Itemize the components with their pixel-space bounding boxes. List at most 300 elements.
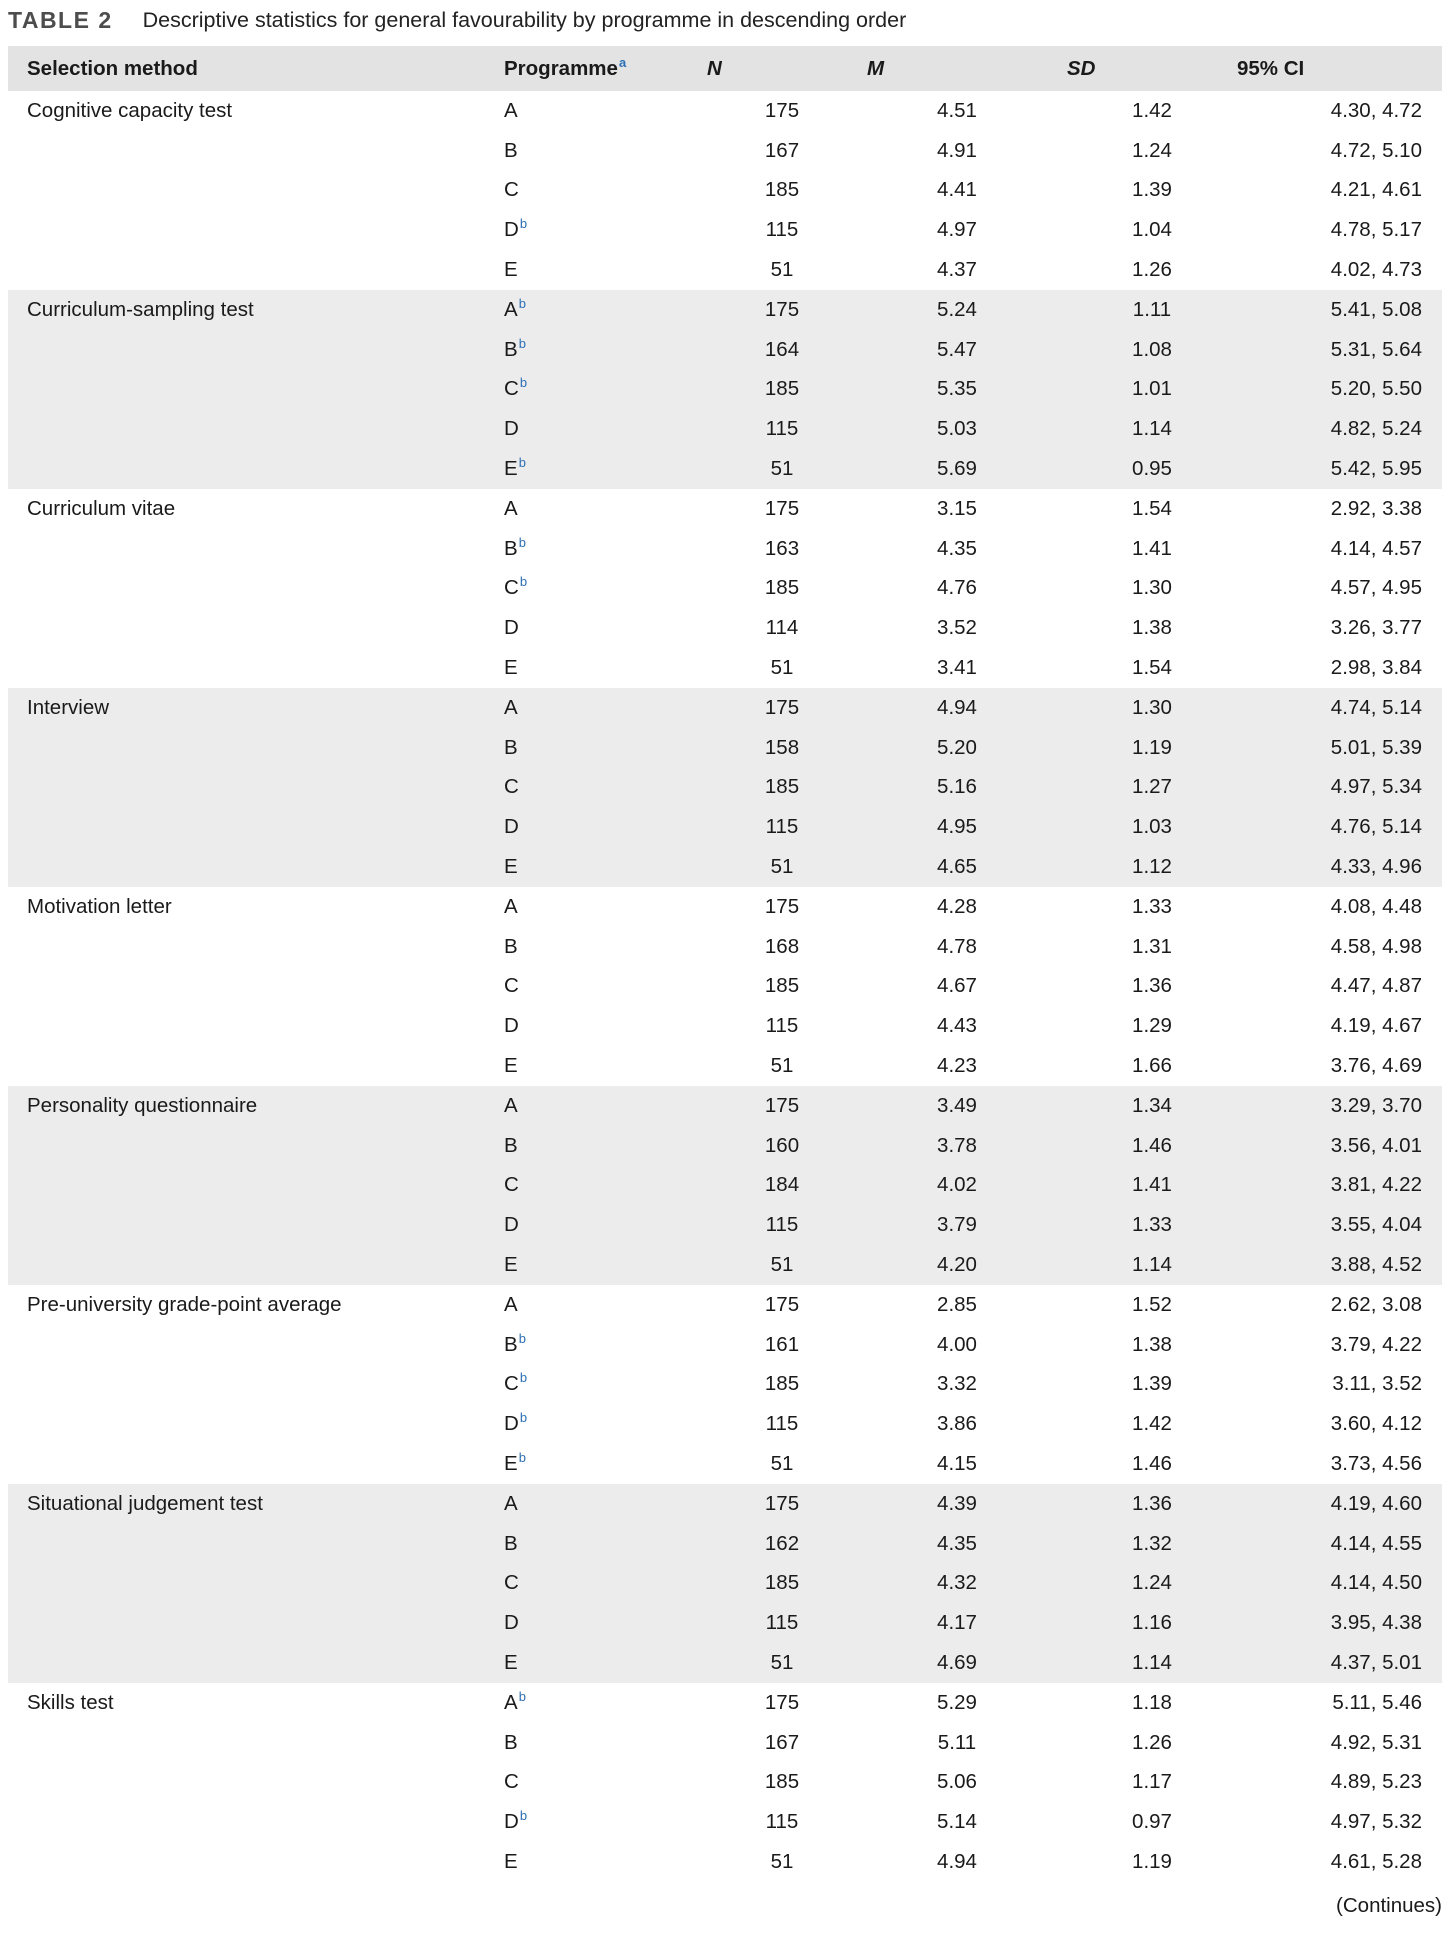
cell-m: 4.95	[857, 807, 1047, 847]
cell-ci: 3.88, 4.52	[1237, 1245, 1442, 1285]
cell-selection-method	[8, 728, 477, 768]
cell-sd: 1.41	[1047, 1166, 1237, 1206]
cell-selection-method	[8, 1524, 477, 1564]
cell-programme	[477, 887, 677, 927]
cell-selection-method: Curriculum-sampling test	[8, 290, 477, 330]
table-row	[8, 1205, 1442, 1245]
method-group	[8, 1086, 1442, 1285]
footnote-marker: b	[518, 335, 526, 351]
cell-sd: 1.54	[1132, 656, 1172, 680]
cell-n: 115	[677, 1603, 857, 1643]
programme-label: C	[504, 1372, 519, 1396]
cell-n: 167	[764, 138, 800, 162]
cell-sd: 1.38	[1132, 1332, 1172, 1356]
footnote-marker: b	[519, 1808, 528, 1824]
cell-sd: 1.38	[1132, 616, 1172, 640]
cell-selection-method	[8, 171, 477, 211]
cell-selection-method	[8, 1444, 477, 1484]
programme-label: B	[504, 536, 518, 560]
cell-n: 161	[764, 1332, 800, 1356]
cell-sd: 1.17	[1132, 1770, 1172, 1794]
cell-m: 5.06	[937, 1770, 977, 1794]
cell-sd: 1.34	[1047, 1086, 1237, 1126]
cell-m: 3.49	[857, 1086, 1047, 1126]
cell-m: 4.65	[857, 847, 1047, 887]
programme-label: D	[504, 1014, 519, 1038]
cell-programme	[477, 967, 677, 1007]
cell-selection-method	[8, 1802, 477, 1842]
footnote-marker: b	[519, 375, 528, 391]
cell-ci: 4.74, 5.14	[1237, 688, 1442, 728]
method-group	[8, 91, 1442, 290]
cell-m: 5.69	[857, 449, 1047, 489]
table-row	[8, 131, 1442, 171]
table-row	[8, 171, 1442, 211]
cell-sd: 1.27	[1047, 768, 1237, 808]
cell-sd: 1.46	[1047, 1126, 1237, 1166]
cell-programme	[477, 250, 677, 290]
cell-ci: 3.29, 3.70	[1237, 1086, 1442, 1126]
cell-m: 5.03	[857, 409, 1047, 449]
programme-label: D	[504, 218, 519, 242]
method-group	[8, 1285, 1442, 1484]
cell-n: 185	[764, 576, 800, 600]
cell-selection-method	[8, 529, 477, 569]
programme-label: A	[504, 1491, 518, 1515]
table-row	[8, 1285, 1442, 1325]
programme-label: E	[504, 855, 518, 879]
method-group	[8, 887, 1442, 1086]
cell-n: 185	[677, 370, 857, 410]
cell-ci: 4.08, 4.48	[1330, 894, 1422, 918]
cell-programme	[477, 1723, 677, 1763]
cell-ci: 4.33, 4.96	[1237, 847, 1442, 887]
cell-ci: 4.61, 5.28	[1330, 1849, 1422, 1873]
cell-programme	[477, 1245, 677, 1285]
cell-n: 175	[764, 1690, 800, 1714]
cell-ci: 3.55, 4.04	[1237, 1205, 1442, 1245]
cell-sd: 1.14	[1047, 1643, 1237, 1683]
cell-selection-method	[8, 1245, 477, 1285]
cell-sd: 1.12	[1047, 847, 1237, 887]
cell-selection-method	[8, 1643, 477, 1683]
cell-programme	[477, 1524, 677, 1564]
cell-m: 4.23	[937, 1054, 977, 1078]
cell-programme	[477, 1444, 677, 1484]
cell-n: 175	[764, 98, 800, 122]
cell-selection-method	[8, 967, 477, 1007]
header-m: M	[857, 46, 1047, 91]
cell-sd: 1.19	[1047, 728, 1237, 768]
cell-selection-method	[8, 449, 477, 489]
cell-m: 3.32	[937, 1372, 977, 1396]
cell-selection-method	[8, 1723, 477, 1763]
footnote-marker: b	[518, 1688, 526, 1704]
cell-programme	[477, 569, 677, 609]
cell-m: 4.28	[937, 894, 977, 918]
cell-n: 185	[677, 768, 857, 808]
footnote-marker: b	[518, 295, 526, 311]
table-row	[8, 1484, 1442, 1524]
table-row	[8, 927, 1442, 967]
cell-ci: 5.20, 5.50	[1237, 370, 1442, 410]
table-row	[8, 91, 1442, 131]
cell-sd: 1.11	[1047, 290, 1237, 330]
cell-selection-method	[8, 1006, 477, 1046]
table-row	[8, 1603, 1442, 1643]
footnote-marker: b	[519, 1410, 528, 1426]
programme-label: C	[504, 178, 519, 202]
cell-m: 5.47	[857, 330, 1047, 370]
continues-note: (Continues)	[1336, 1894, 1442, 1917]
programme-label: A	[504, 695, 518, 719]
programme-label: C	[504, 974, 519, 998]
footnote-marker: a	[618, 54, 627, 70]
cell-programme	[477, 1205, 677, 1245]
cell-programme	[477, 1325, 677, 1365]
cell-ci: 4.14, 4.50	[1237, 1563, 1442, 1603]
header-selection-method: Selection method	[8, 46, 477, 91]
cell-n: 115	[765, 1014, 799, 1038]
cell-n: 51	[677, 847, 857, 887]
cell-ci: 4.97, 5.34	[1237, 768, 1442, 808]
cell-n: 115	[765, 1412, 799, 1436]
programme-label: C	[504, 1770, 519, 1794]
cell-m: 4.17	[857, 1603, 1047, 1643]
programme-label: C	[504, 1173, 519, 1197]
cell-n: 162	[677, 1524, 857, 1564]
programme-label: E	[504, 258, 518, 282]
cell-ci: 5.42, 5.95	[1237, 449, 1442, 489]
programme-label: B	[504, 1730, 518, 1754]
cell-selection-method	[8, 330, 477, 370]
cell-selection-method	[8, 1404, 477, 1444]
cell-ci: 2.98, 3.84	[1330, 656, 1422, 680]
method-group	[8, 1683, 1442, 1882]
table-row	[8, 1563, 1442, 1603]
cell-selection-method: Curriculum vitae	[27, 496, 176, 520]
cell-programme	[477, 1365, 677, 1405]
method-group	[8, 489, 1442, 688]
cell-n: 51	[770, 1451, 794, 1475]
cell-n: 168	[764, 934, 800, 958]
cell-m: 5.14	[937, 1810, 977, 1834]
cell-ci: 4.19, 4.60	[1237, 1484, 1442, 1524]
cell-n: 51	[770, 1849, 794, 1873]
cell-m: 3.79	[857, 1205, 1047, 1245]
cell-n: 185	[764, 1770, 800, 1794]
cell-selection-method	[8, 1603, 477, 1643]
footnote-marker: b	[518, 534, 526, 550]
cell-sd: 1.36	[1132, 974, 1172, 998]
programme-label: B	[504, 934, 518, 958]
footnote-marker: b	[518, 1330, 526, 1346]
header-n: N	[677, 46, 857, 91]
cell-n: 167	[764, 1730, 800, 1754]
cell-ci: 5.01, 5.39	[1237, 728, 1442, 768]
table-row	[8, 1046, 1442, 1086]
cell-n: 184	[677, 1166, 857, 1206]
cell-selection-method: Personality questionnaire	[8, 1086, 477, 1126]
cell-n: 163	[764, 536, 800, 560]
cell-selection-method: Pre-university grade-point average	[27, 1292, 342, 1316]
programme-label: D	[504, 1810, 519, 1834]
footnote-marker: b	[519, 574, 528, 590]
cell-sd: 1.42	[1132, 1412, 1172, 1436]
cell-m: 5.24	[857, 290, 1047, 330]
cell-m: 4.78	[937, 934, 977, 958]
cell-m: 4.94	[857, 688, 1047, 728]
cell-selection-method: Interview	[8, 688, 477, 728]
cell-m: 3.78	[857, 1126, 1047, 1166]
cell-programme	[477, 290, 677, 330]
table-row	[8, 1762, 1442, 1802]
cell-selection-method	[8, 409, 477, 449]
cell-programme	[477, 1563, 677, 1603]
cell-selection-method	[8, 1126, 477, 1166]
cell-sd: 1.18	[1132, 1690, 1172, 1714]
cell-ci: 3.79, 4.22	[1330, 1332, 1422, 1356]
table-row	[8, 370, 1442, 410]
cell-n: 185	[764, 974, 800, 998]
cell-n: 115	[677, 1205, 857, 1245]
cell-selection-method	[8, 1205, 477, 1245]
table-row	[8, 489, 1442, 529]
cell-sd: 1.31	[1132, 934, 1172, 958]
cell-n: 185	[764, 178, 800, 202]
table-row	[8, 569, 1442, 609]
cell-selection-method	[8, 1166, 477, 1206]
cell-m: 4.67	[937, 974, 977, 998]
method-group	[8, 290, 1442, 489]
cell-n: 51	[770, 1054, 794, 1078]
cell-n: 175	[764, 1292, 800, 1316]
programme-label: C	[504, 1571, 519, 1595]
table-row	[8, 1444, 1442, 1484]
cell-m: 4.00	[937, 1332, 977, 1356]
table-row	[8, 887, 1442, 927]
programme-label: C	[504, 775, 519, 799]
programme-label: A	[504, 496, 518, 520]
table-row	[8, 250, 1442, 290]
cell-programme	[477, 847, 677, 887]
table-row	[8, 1404, 1442, 1444]
cell-sd: 1.30	[1132, 576, 1172, 600]
cell-selection-method: Motivation letter	[27, 894, 172, 918]
cell-sd: 1.30	[1047, 688, 1237, 728]
cell-selection-method	[8, 608, 477, 648]
cell-n: 115	[765, 218, 799, 242]
cell-programme	[477, 688, 677, 728]
cell-programme	[477, 1842, 677, 1882]
cell-ci: 4.14, 4.57	[1330, 536, 1422, 560]
table-row	[8, 768, 1442, 808]
cell-programme	[477, 1046, 677, 1086]
table-row	[8, 210, 1442, 250]
cell-n: 158	[677, 728, 857, 768]
table-row	[8, 807, 1442, 847]
cell-m: 4.43	[937, 1014, 977, 1038]
cell-n: 114	[765, 616, 799, 640]
header-programme	[477, 46, 677, 91]
cell-m: 5.20	[857, 728, 1047, 768]
cell-n: 175	[677, 290, 857, 330]
cell-m: 4.20	[857, 1245, 1047, 1285]
table-row	[8, 290, 1442, 330]
cell-n: 115	[677, 807, 857, 847]
cell-programme	[477, 1126, 677, 1166]
cell-n: 51	[770, 258, 794, 282]
programme-label: A	[504, 894, 518, 918]
cell-programme	[477, 927, 677, 967]
cell-programme	[477, 1006, 677, 1046]
programme-label: E	[504, 457, 518, 481]
cell-n: 175	[764, 496, 800, 520]
cell-ci: 3.73, 4.56	[1330, 1451, 1422, 1475]
table-row	[8, 1166, 1442, 1206]
cell-selection-method: Cognitive capacity test	[27, 98, 233, 122]
cell-n: 175	[677, 1086, 857, 1126]
cell-selection-method	[8, 648, 477, 688]
cell-n: 164	[677, 330, 857, 370]
cell-sd: 1.04	[1132, 218, 1172, 242]
cell-ci: 3.11, 3.52	[1332, 1372, 1422, 1396]
cell-m: 4.91	[937, 138, 977, 162]
cell-sd: 1.46	[1132, 1451, 1172, 1475]
table-row	[8, 1683, 1442, 1723]
cell-programme	[477, 210, 677, 250]
cell-m: 4.35	[857, 1524, 1047, 1564]
cell-m: 2.85	[937, 1292, 977, 1316]
table-row	[8, 1086, 1442, 1126]
programme-label: D	[504, 1412, 519, 1436]
cell-ci: 5.31, 5.64	[1237, 330, 1442, 370]
cell-sd: 1.24	[1047, 1563, 1237, 1603]
table-row	[8, 847, 1442, 887]
cell-programme	[477, 529, 677, 569]
cell-ci: 3.95, 4.38	[1237, 1603, 1442, 1643]
cell-ci: 4.97, 5.32	[1330, 1810, 1422, 1834]
cell-n: 175	[677, 688, 857, 728]
cell-programme	[477, 449, 677, 489]
table-row	[8, 529, 1442, 569]
cell-n: 175	[677, 1484, 857, 1524]
cell-ci: 3.81, 4.22	[1237, 1166, 1442, 1206]
cell-programme	[477, 1683, 677, 1723]
cell-m: 4.37	[937, 258, 977, 282]
cell-m: 4.35	[937, 536, 977, 560]
cell-sd: 1.41	[1132, 536, 1172, 560]
table-row	[8, 688, 1442, 728]
programme-label: D	[504, 1611, 519, 1635]
cell-selection-method	[8, 1762, 477, 1802]
cell-m: 4.39	[857, 1484, 1047, 1524]
cell-sd: 1.33	[1047, 1205, 1237, 1245]
cell-sd: 1.19	[1132, 1849, 1172, 1873]
table-row	[8, 967, 1442, 1007]
cell-n: 160	[677, 1126, 857, 1166]
table-row	[8, 1006, 1442, 1046]
cell-selection-method	[8, 370, 477, 410]
cell-m: 3.15	[937, 496, 977, 520]
cell-sd: 1.03	[1047, 807, 1237, 847]
table-row	[8, 728, 1442, 768]
cell-selection-method	[8, 131, 477, 171]
programme-label: D	[504, 1213, 519, 1237]
cell-selection-method	[8, 1563, 477, 1603]
cell-programme	[477, 1086, 677, 1126]
footnote-marker: b	[518, 455, 526, 471]
cell-ci: 5.41, 5.08	[1237, 290, 1442, 330]
cell-ci: 4.92, 5.31	[1330, 1730, 1422, 1754]
table-row	[8, 1325, 1442, 1365]
programme-label: E	[504, 1849, 518, 1873]
cell-ci: 4.78, 5.17	[1330, 218, 1422, 242]
programme-label: C	[504, 377, 519, 401]
footnote-marker: b	[519, 216, 528, 232]
programme-label: A	[504, 1093, 518, 1117]
table-label: TABLE 2	[8, 6, 113, 33]
cell-selection-method	[8, 569, 477, 609]
cell-selection-method	[8, 847, 477, 887]
cell-sd: 0.97	[1132, 1810, 1172, 1834]
cell-ci: 2.92, 3.38	[1330, 496, 1422, 520]
cell-m: 3.41	[937, 656, 977, 680]
cell-ci: 4.47, 4.87	[1330, 974, 1422, 998]
cell-selection-method	[8, 807, 477, 847]
cell-ci: 3.76, 4.69	[1330, 1054, 1422, 1078]
cell-n: 115	[765, 1810, 799, 1834]
footnote-marker: b	[519, 1370, 528, 1386]
cell-selection-method	[8, 250, 477, 290]
cell-selection-method	[8, 1046, 477, 1086]
cell-programme	[477, 1643, 677, 1683]
header-programme-label: Programme	[504, 56, 618, 80]
cell-programme	[477, 1285, 677, 1325]
header-row	[8, 46, 1442, 91]
cell-ci: 4.58, 4.98	[1330, 934, 1422, 958]
cell-ci: 4.02, 4.73	[1330, 258, 1422, 282]
cell-m: 5.16	[857, 768, 1047, 808]
programme-label: B	[504, 735, 518, 759]
cell-programme	[477, 807, 677, 847]
cell-selection-method	[8, 768, 477, 808]
cell-ci: 2.62, 3.08	[1330, 1292, 1422, 1316]
statistics-table	[8, 46, 1442, 1882]
cell-n: 175	[764, 894, 800, 918]
cell-sd: 1.52	[1132, 1292, 1172, 1316]
cell-ci: 3.26, 3.77	[1330, 616, 1422, 640]
cell-sd: 0.95	[1047, 449, 1237, 489]
cell-ci: 4.30, 4.72	[1330, 98, 1422, 122]
cell-n: 51	[770, 656, 794, 680]
cell-ci: 4.21, 4.61	[1330, 178, 1422, 202]
cell-ci: 4.72, 5.10	[1330, 138, 1422, 162]
programme-label: B	[504, 337, 518, 361]
cell-sd: 1.29	[1132, 1014, 1172, 1038]
table-row	[8, 1723, 1442, 1763]
cell-programme	[477, 370, 677, 410]
cell-programme	[477, 91, 677, 131]
table-row	[8, 1365, 1442, 1405]
cell-m: 4.97	[937, 218, 977, 242]
programme-label: B	[504, 1332, 518, 1356]
cell-n: 115	[677, 409, 857, 449]
cell-programme	[477, 1484, 677, 1524]
cell-sd: 1.39	[1132, 178, 1172, 202]
programme-label: A	[504, 297, 518, 321]
programme-label: E	[504, 1253, 518, 1276]
